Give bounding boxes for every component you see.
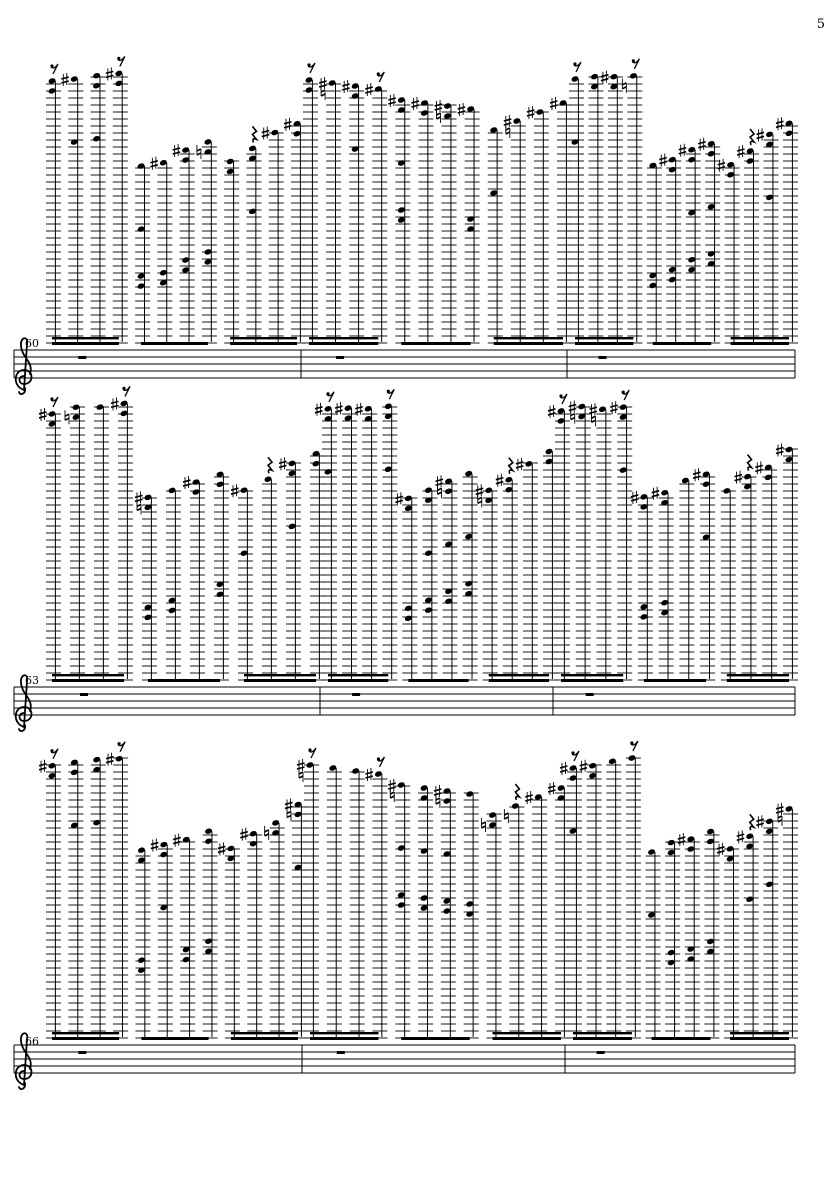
- sharp-sign: [365, 768, 373, 781]
- sharp-sign: [106, 67, 114, 80]
- eighth-rest-dot: [387, 390, 390, 393]
- quarter-rest: [268, 457, 272, 473]
- half-rest: [337, 1051, 345, 1054]
- measure-number-system-3: 66: [25, 1035, 39, 1048]
- natural-sign: [265, 826, 269, 840]
- beam: [652, 1037, 711, 1040]
- beam: [489, 674, 549, 676]
- beam: [148, 679, 220, 682]
- beam: [493, 1032, 561, 1034]
- beam: [727, 674, 789, 676]
- beam: [230, 342, 297, 345]
- beam: [653, 342, 711, 345]
- beam: [730, 1037, 789, 1040]
- beam: [561, 679, 623, 682]
- sharp-sign: [755, 461, 763, 474]
- sharp-sign: [388, 779, 396, 792]
- sharp-sign: [631, 491, 639, 504]
- sharp-sign: [548, 405, 556, 418]
- sharp-sign: [173, 144, 181, 157]
- sharp-sign: [569, 401, 577, 414]
- beam: [52, 679, 124, 682]
- eighth-rest-dot: [307, 63, 310, 66]
- quarter-rest: [252, 126, 256, 142]
- quarter-rest: [750, 129, 754, 145]
- sharp-sign: [776, 117, 784, 130]
- sharp-sign: [496, 474, 504, 487]
- sharp-sign: [106, 753, 114, 766]
- sharp-sign: [580, 760, 588, 773]
- sharp-sign: [717, 843, 725, 856]
- beam: [489, 679, 549, 682]
- eighth-rest-dot: [559, 394, 562, 397]
- eighth-rest-dot: [122, 387, 125, 390]
- sharp-sign: [776, 803, 784, 816]
- beam: [731, 337, 789, 339]
- sharp-sign: [436, 475, 444, 488]
- sharp-sign: [659, 154, 667, 167]
- beam: [408, 679, 468, 682]
- beam: [52, 342, 119, 345]
- eighth-rest-dot: [50, 64, 53, 67]
- natural-sign: [197, 145, 201, 159]
- eighth-rest-dot: [622, 390, 625, 393]
- eighth-rest-dot: [308, 748, 311, 751]
- sharp-sign: [365, 83, 373, 96]
- beam: [573, 1032, 632, 1034]
- sharp-sign: [111, 397, 119, 410]
- sharp-sign: [525, 791, 533, 804]
- sharp-sign: [610, 401, 618, 414]
- sharp-sign: [756, 815, 764, 828]
- beam: [141, 342, 208, 345]
- beam: [727, 679, 789, 682]
- sharp-sign: [737, 830, 745, 843]
- beam: [52, 337, 119, 339]
- sharp-sign: [757, 128, 765, 141]
- quarter-rest: [515, 784, 519, 800]
- sharp-sign: [735, 471, 743, 484]
- eighth-rest-dot: [573, 62, 576, 65]
- half-rest: [597, 1051, 605, 1054]
- beam: [494, 337, 563, 339]
- sharp-sign: [150, 157, 158, 170]
- half-rest: [586, 693, 594, 696]
- sharp-sign: [550, 97, 558, 110]
- sharp-sign: [411, 97, 419, 110]
- sharp-sign: [476, 484, 484, 497]
- beam: [730, 1032, 789, 1034]
- sharp-sign: [297, 759, 305, 772]
- sharp-sign: [737, 145, 745, 158]
- beam: [494, 342, 563, 345]
- sharp-sign: [61, 73, 69, 86]
- sharp-sign: [601, 71, 609, 84]
- sharp-sign: [319, 77, 327, 90]
- quarter-rest: [509, 458, 513, 474]
- sharp-sign: [279, 457, 287, 470]
- sharp-sign: [527, 106, 535, 119]
- sharp-sign: [135, 491, 143, 504]
- treble-clef-icon: [16, 1033, 32, 1089]
- eighth-rest-dot: [50, 397, 53, 400]
- half-rest: [78, 1051, 86, 1054]
- eighth-rest-dot: [571, 751, 574, 754]
- beam: [573, 1037, 632, 1040]
- beam: [644, 679, 706, 682]
- natural-sign: [622, 79, 626, 93]
- beam: [231, 1032, 298, 1034]
- sharp-sign: [284, 118, 292, 131]
- beam: [310, 1032, 378, 1034]
- beam: [575, 337, 633, 339]
- treble-clef-icon: [16, 675, 32, 731]
- half-rest: [80, 693, 88, 696]
- quarter-rest: [748, 455, 752, 471]
- half-rest: [352, 693, 360, 696]
- beam: [561, 674, 623, 676]
- sharp-sign: [240, 828, 248, 841]
- beam: [309, 337, 378, 339]
- eighth-rest-dot: [632, 59, 635, 62]
- sharp-sign: [173, 834, 181, 847]
- beam: [244, 679, 316, 682]
- sharp-sign: [434, 785, 442, 798]
- beam: [309, 342, 378, 345]
- sharp-sign: [504, 115, 512, 128]
- eighth-rest-dot: [50, 749, 53, 752]
- sharp-sign: [776, 444, 784, 457]
- eighth-rest-dot: [630, 741, 633, 744]
- beam: [230, 337, 297, 339]
- beam: [328, 674, 388, 676]
- eighth-rest-dot: [326, 392, 329, 395]
- sharp-sign: [693, 468, 701, 481]
- sharp-sign: [151, 839, 159, 852]
- beam: [328, 679, 388, 682]
- sharp-sign: [315, 403, 323, 416]
- sharp-sign: [458, 103, 466, 116]
- beam: [493, 1037, 561, 1040]
- treble-clef-icon: [16, 338, 32, 394]
- sharp-sign: [679, 144, 687, 157]
- beam: [401, 342, 470, 345]
- beam: [310, 1037, 378, 1040]
- beam: [575, 342, 633, 345]
- sharp-sign: [285, 798, 293, 811]
- measure-number-system-2: 63: [25, 674, 39, 687]
- eighth-rest-dot: [117, 57, 120, 60]
- sharp-sign: [395, 492, 403, 505]
- sharp-sign: [39, 760, 47, 773]
- sharp-sign: [39, 408, 47, 421]
- eighth-rest-dot: [117, 742, 120, 745]
- sharp-sign: [516, 458, 524, 471]
- sharp-sign: [435, 100, 443, 113]
- eighth-rest-dot: [377, 757, 380, 760]
- beam: [231, 1037, 298, 1040]
- sharp-sign: [548, 782, 556, 795]
- sharp-sign: [342, 80, 350, 93]
- page-number: 5: [816, 17, 825, 32]
- beam: [52, 1032, 119, 1034]
- eighth-rest-dot: [377, 72, 380, 75]
- natural-sign: [504, 809, 508, 823]
- sharp-sign: [335, 402, 343, 415]
- half-rest: [78, 356, 86, 359]
- natural-sign: [482, 818, 486, 832]
- half-rest: [336, 356, 344, 359]
- sharp-sign: [183, 476, 191, 489]
- quarter-rest: [750, 814, 754, 830]
- beam: [52, 674, 124, 676]
- beam: [244, 674, 316, 676]
- measure-number-system-1: 60: [25, 337, 39, 350]
- sharp-sign: [388, 94, 396, 107]
- sharp-sign: [678, 833, 686, 846]
- sharp-sign: [698, 138, 706, 151]
- sharp-sign: [262, 127, 270, 140]
- beam: [731, 342, 789, 345]
- half-rest: [598, 356, 606, 359]
- natural-sign: [65, 410, 69, 424]
- sharp-sign: [231, 484, 239, 497]
- beam: [141, 1037, 208, 1040]
- sharp-sign: [560, 762, 568, 775]
- sharp-sign: [218, 842, 226, 855]
- beam: [401, 1037, 469, 1040]
- beam: [52, 1037, 119, 1040]
